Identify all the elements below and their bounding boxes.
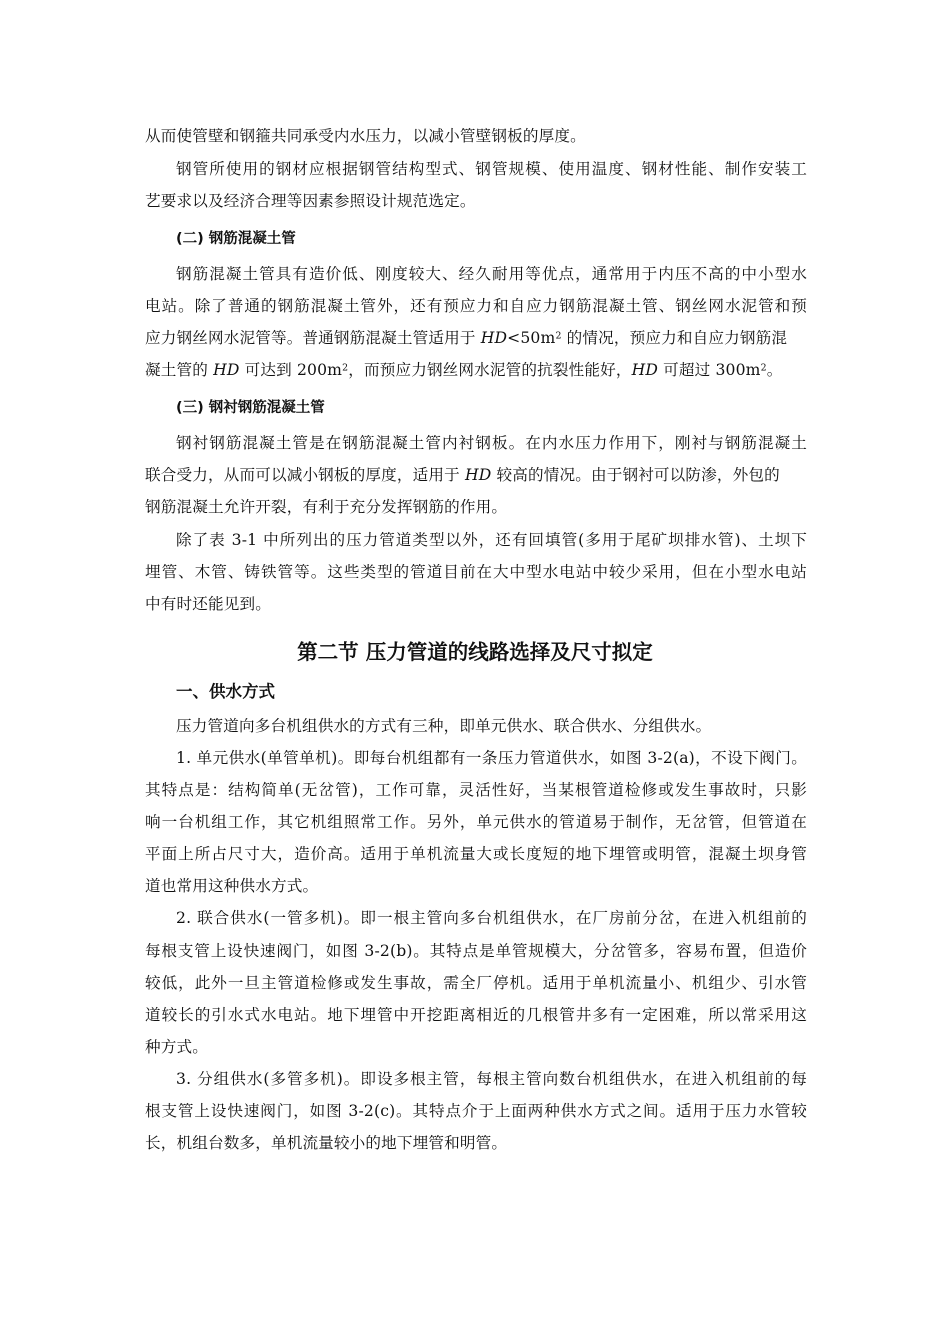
section-subheading: 一、供水方式 xyxy=(176,682,275,701)
superscript: 2 xyxy=(760,362,767,374)
paragraph-line: 从而使管壁和钢箍共同承受内水压力，以减小管壁钢板的厚度。 xyxy=(145,127,586,145)
text-run: 应力钢丝网水泥管等。普通钢筋混凝土管适用于 xyxy=(145,329,481,347)
paragraph-line: 较低，此外一旦主管道检修或发生事故，需全厂停机。适用于单机流量小、机组少、引水管 xyxy=(145,974,807,992)
paragraph-line: 其特点是：结构简单(无岔管)，工作可靠，灵活性好，当某根管道检修或发生事故时，只影 xyxy=(145,781,807,799)
paragraph-line xyxy=(145,327,807,349)
paragraph-line: 响一台机组工作，其它机组照常工作。另外，单元供水的管道易于制作，无岔管，但管道在 xyxy=(145,813,807,831)
text-run: 可超过 300m xyxy=(658,361,761,379)
paragraph-line: 每根支管上设快速阀门，如图 3-2(b)。其特点是单管规模大，分岔管多，容易布置，但造价 xyxy=(145,942,807,960)
paragraph-line: 钢衬钢筋混凝土管是在钢筋混凝土管内衬钢板。在内水压力作用下，刚衬与钢筋混凝土 xyxy=(176,434,807,452)
paragraph-line: 除了表 3-1 中所列出的压力管道类型以外，还有回填管(多用于尾矿坝排水管)、土坝下 xyxy=(176,531,807,549)
text-run: 。 xyxy=(766,361,783,379)
hd-symbol: HD xyxy=(464,466,492,484)
paragraph-line: 平面上所占尺寸大，造价高。适用于单机流量大或长度短的地下埋管或明管，混凝土坝身管 xyxy=(145,845,807,863)
paragraph-line: 种方式。 xyxy=(145,1038,208,1056)
paragraph-line: 3. 分组供水(多管多机)。即设多根主管，每根主管向数台机组供水，在进入机组前的每 xyxy=(176,1070,807,1088)
paragraph-line: 压力管道向多台机组供水的方式有三种，即单元供水、联合供水、分组供水。 xyxy=(176,717,712,735)
paragraph-line: 根支管上设快速阀门，如图 3-2(c)。其特点介于上面两种供水方式之间。适用于压力水管较 xyxy=(145,1102,807,1120)
hd-symbol: HD xyxy=(480,329,508,347)
paragraph-line: 长，机组台数多，单机流量较小的地下埋管和明管。 xyxy=(145,1134,508,1152)
text-run: <50m xyxy=(507,329,556,347)
section-title: 第二节 压力管道的线路选择及尺寸拟定 xyxy=(297,640,653,664)
text-run: 的情况，预应力和自应力钢筋混 xyxy=(561,329,788,347)
subsection-heading: (二) 钢筋混凝土管 xyxy=(176,231,296,247)
paragraph-line: 中有时还能见到。 xyxy=(145,595,271,613)
paragraph-line xyxy=(145,359,807,381)
subsection-heading: (三) 钢衬钢筋混凝土管 xyxy=(176,400,325,416)
text-run: 凝土管的 xyxy=(145,361,214,379)
text-run: 联合受力，从而可以减小钢板的厚度，适用于 xyxy=(145,466,465,484)
paragraph-line: 艺要求以及经济合理等因素参照设计规范选定。 xyxy=(145,192,476,210)
paragraph-line: 道也常用这种供水方式。 xyxy=(145,877,319,895)
paragraph-line: 1. 单元供水(单管单机)。即每台机组都有一条压力管道供水，如图 3-2(a)，不设下阀门。 xyxy=(176,749,807,767)
paragraph-line: 埋管、木管、铸铁管等。这些类型的管道目前在大中型水电站中较少采用，但在小型水电站 xyxy=(145,563,807,581)
superscript: 2 xyxy=(342,362,349,374)
paragraph-line: 道较长的引水式水电站。地下埋管中开挖距离相近的几根管井多有一定困难，所以常采用这 xyxy=(145,1006,807,1024)
superscript: 2 xyxy=(555,330,562,342)
paragraph-line: 钢筋混凝土管具有造价低、刚度较大、经久耐用等优点，通常用于内压不高的中小型水 xyxy=(176,265,807,283)
paragraph-line xyxy=(145,464,807,486)
paragraph-line: 钢管所使用的钢材应根据钢管结构型式、钢管规模、使用温度、钢材性能、制作安装工 xyxy=(176,160,807,178)
text-run: 可达到 200m xyxy=(239,361,343,379)
paragraph-line: 2. 联合供水(一管多机)。即一根主管向多台机组供水，在厂房前分岔，在进入机组前的 xyxy=(176,909,807,927)
paragraph-line: 电站。除了普通的钢筋混凝土管外，还有预应力和自应力钢筋混凝土管、钢丝网水泥管和预 xyxy=(145,297,807,315)
paragraph-line: 钢筋混凝土允许开裂，有利于充分发挥钢筋的作用。 xyxy=(145,498,508,516)
hd-symbol: HD xyxy=(631,361,659,379)
text-run: ，而预应力钢丝网水泥管的抗裂性能好， xyxy=(348,361,632,379)
hd-symbol: HD xyxy=(213,361,240,379)
text-run: 较高的情况。由于钢衬可以防渗，外包的 xyxy=(491,466,780,484)
